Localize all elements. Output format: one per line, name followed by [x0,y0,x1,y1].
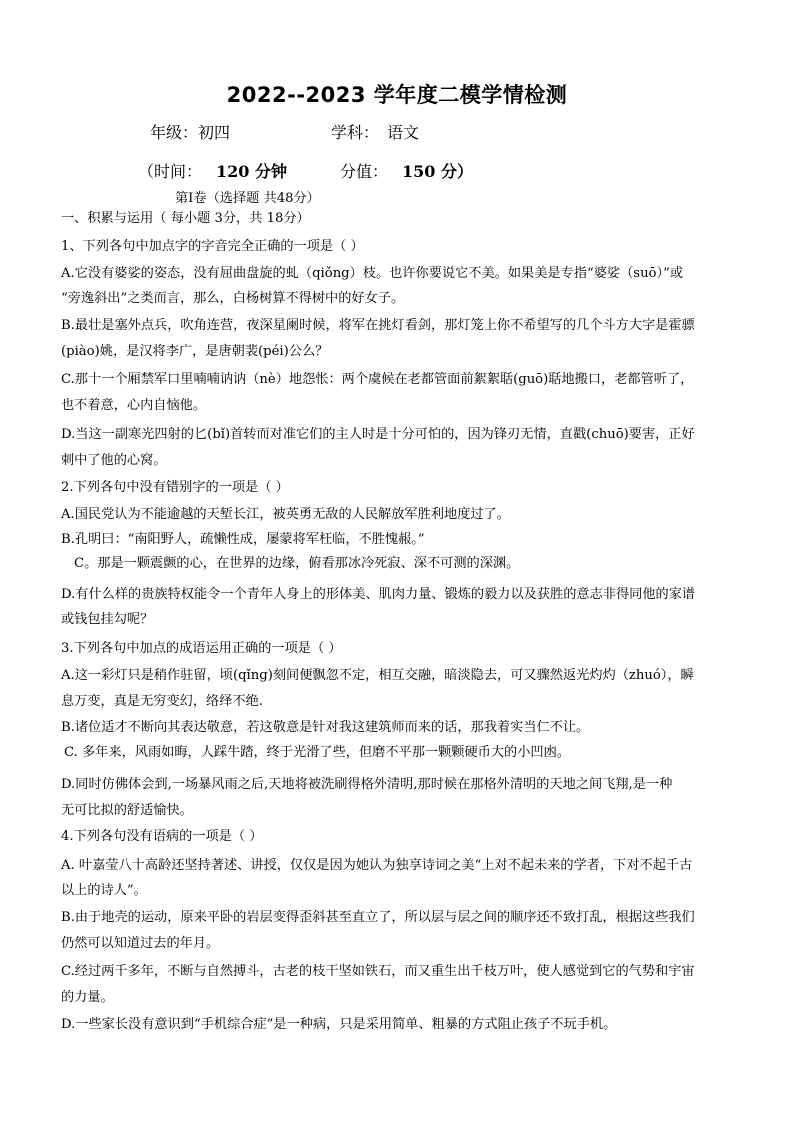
q3-option-a-line2: 息万变，真是无穷变幻，络绎不绝. [61,694,264,709]
score-line [340,159,473,182]
q1-option-b-line1: B.最壮是塞外点兵，吹角连营，夜深星阑时候，将军在挑灯看剑，那灯笼上你不希望写的几个斗方大字是霍骠 [61,318,695,333]
q1-option-d-line1: D.当这一副寒光四射的匕(bǐ)首转而对准它们的主人时是十分可怕的，因为锋刃无情，直戳(chuō)要害，正好 [61,427,695,442]
q3-option-b: B.诸位适才不断向其表达敬意，若这敬意是针对我这建筑师而来的话，那我着实当仁不让。 [61,720,590,735]
question-1-stem: 1、下列各句中加点字的字音完全正确的一项是（ ） [61,239,364,254]
q1-option-c-line1: C.那十一个厢禁军口里喃喃讷讷（nè）地怨怅：两个虞候在老都管面前絮絮聒(guō)聒地搬口，老都管听了， [61,372,694,387]
grade-line [150,120,230,143]
score-value: 150 分） [402,162,473,181]
q1-option-a-line2: “旁逸斜出”之类而言，那么，白杨树算不得树中的好女子。 [61,291,405,306]
time-value: 120 分钟 [216,162,287,181]
q4-option-a-line2: 以上的诗人”。 [61,883,147,898]
q4-option-b-line2: 仍然可以知道过去的年月。 [61,936,220,951]
q3-option-d-line2: 无可比拟的舒适愉快。 [61,803,193,818]
q1-option-d-line2: 刺中了他的心窝。 [61,453,167,468]
question-2-stem: 2.下列各句中没有错别字的一项是（ ） [61,480,289,495]
q3-option-a-line1: A.这一彩灯只是稍作驻留，顷(qǐng)刻间便飘忽不定，相互交融，暗淡隐去，可又骤然返光灼灼（zhuó），瞬 [61,668,694,683]
subject-value: 语文 [387,123,420,142]
q1-option-b-line2: (piào)姚，是汉将李广，是唐朝裴(péi)公么？ [61,344,329,359]
q2-option-a: A.国民党认为不能逾越的天堑长江，被英勇无敌的人民解放军胜利地度过了。 [61,507,510,522]
q4-option-a-line1: A. 叶嘉莹八十高龄还坚持著述、讲授，仅仅是因为她认为独享诗词之美“上对不起未来的学者，下对不起千古 [61,858,693,873]
volume-heading: 第Ⅰ卷（选择题 共48分） [175,191,320,206]
q3-option-c: C. 多年来，风雨如晦，人踩牛踏，终于光滑了些，但磨不平那一颗颗硬币大的小凹凼。 [64,745,570,760]
q4-option-c-line2: 的力量。 [61,990,114,1005]
q1-option-a-line1: A.它没有婆娑的姿态，没有屈曲盘旋的虬（qiǒng）枝。也许你要说它不美。如果美是专指“婆娑（suō）”或 [61,266,684,281]
q2-option-d-line1: D.有什么样的贵族特权能令一个青年人身上的形体美、肌肉力量、锻炼的毅力以及获胜的意志非得同他的家谱 [61,587,696,602]
q4-option-c-line1: C.经过两千多年，不断与自然搏斗，古老的枝干坚如铁石，而又重生出千枝万叶，使人感觉到它的气势和宇宙 [61,964,695,979]
q4-option-b-line1: B.由于地壳的运动，原来平卧的岩层变得歪斜甚至直立了，所以层与层之间的顺序还不致打乱，根据这些我们 [61,910,695,925]
time-label: （时间： [138,162,203,181]
q2-option-b: B.孔明曰：“南阳野人，疏懒性成，屡蒙将军枉临，不胜愧赧。” [61,532,425,547]
q3-option-d-line1: D.同时仿佛体会到,一场暴风雨之后,天地将被洗刷得格外清明,那时候在那格外清明的天地之间飞翔,是一种 [61,777,673,792]
q2-option-c: C。那是一颗震颤的心，在世界的边缘，俯看那冰冷死寂、深不可测的深渊。 [74,556,520,571]
question-3-stem: 3.下列各句中加点的成语运用正确的一项是（ ） [61,641,342,656]
subject-label: 学科： [331,123,380,142]
question-4-stem: 4.下列各句没有语病的一项是（ ） [61,829,263,844]
page-title: 2022--2023 学年度二模学情检测 [226,83,568,107]
section-heading: 一、积累与运用（ 每小题 3分，共 18分） [61,211,310,226]
score-label: 分值： [340,162,389,181]
q4-option-d: D.一些家长没有意识到“手机综合症”是一种病，只是采用简单、粗暴的方式阻止孩子不玩手机。 [61,1017,617,1032]
grade-value: 初四 [198,123,231,142]
time-line [138,159,287,182]
q2-option-d-line2: 或钱包挂勾呢？ [61,612,154,627]
subject-line [331,120,419,143]
q1-option-c-line2: 也不着意，心内自恼他。 [61,398,207,413]
grade-label: 年级： [150,123,199,142]
